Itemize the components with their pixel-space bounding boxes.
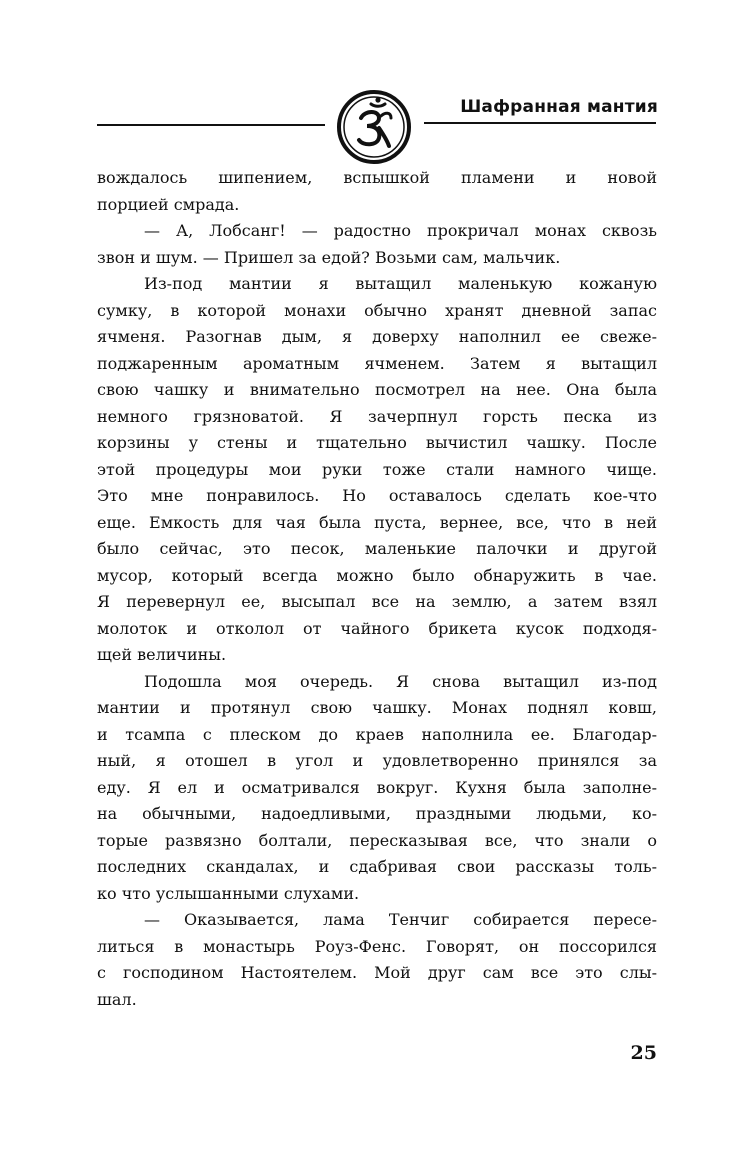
text-line: — Оказывается, лама Тенчиг собирается пересе- [144,910,657,929]
header-rule-right [424,122,656,124]
text-line: корзины у стены и тщательно вычистил чашку. После [97,433,657,452]
text-line: Я перевернул ее, высыпал все на землю, а затем взял [97,592,657,611]
text-line: Из-под мантии я вытащил маленькую кожаную [144,274,657,293]
text-line: мусор, который всегда можно было обнаружить в чае. [97,565,657,585]
text-line: мантии и протянул свою чашку. Монах поднял ковш, [97,698,657,717]
text-line: щей величины. [97,645,227,664]
page-header [0,0,753,160]
text-line: было сейчас, это песок, маленькие палочки и другой [97,539,657,558]
text-line: Это мне понравилось. Но оставалось сделать кое-что [97,486,657,505]
text-line: ный, я отошел в угол и удовлетворенно принялся за [97,751,657,770]
text-line: поджаренным ароматным ячменем. Затем я вытащил [97,353,657,373]
text-line: и тсампа с плеском до краев наполнила ее. Благодар- [97,724,657,744]
text-line: этой процедуры мои руки тоже стали намного чище. [97,459,657,479]
text-line: вождалось шипением, вспышкой пламени и новой [97,168,657,187]
text-line: еду. Я ел и осматривался вокруг. Кухня была заполне- [97,777,657,797]
text-line: с господином Настоятелем. Мой друг сам все это слы- [97,963,657,982]
text-line: литься в монастырь Роуз-Фенс. Говорят, он поссорился [97,936,657,956]
text-line: Подошла моя очередь. Я снова вытащил из-под [144,671,657,691]
text-line: — А, Лобсанг! — радостно прокричал монах сквозь [144,221,657,240]
text-line: сумку, в которой монахи обычно хранят дневной запас [97,300,657,320]
text-line: порцией смрада. [97,194,240,214]
text-line: звон и шум. — Пришел за едой? Возьми сам, мальчик. [97,247,561,267]
text-line: ячменя. Разогнав дым, я доверху наполнил ее свеже- [97,327,657,346]
running-title: Шафранная мантия [460,97,658,117]
text-line: шал. [97,989,137,1009]
text-line: свою чашку и внимательно посмотрел на нее. Она была [97,380,657,399]
text-line: ко что услышанными слухами. [97,883,360,903]
body-text [97,165,657,1013]
text-line: последних скандалах, и сдабривая свои рассказы толь- [97,857,657,876]
text-line: торые развязно болтали, пересказывая все, что знали о [97,830,657,850]
header-rule-left [97,124,325,126]
text-line: еще. Емкость для чая была пуста, вернее, все, что в ней [97,512,657,532]
text-line: немного грязноватой. Я зачерпнул горсть песка из [97,406,657,426]
page-number: 25 [630,1042,657,1064]
om-symbol-icon [335,88,413,166]
text-line: молоток и отколол от чайного брикета кусок подходя- [97,618,657,638]
text-line: на обычными, надоедливыми, праздными людьми, ко- [97,804,657,823]
